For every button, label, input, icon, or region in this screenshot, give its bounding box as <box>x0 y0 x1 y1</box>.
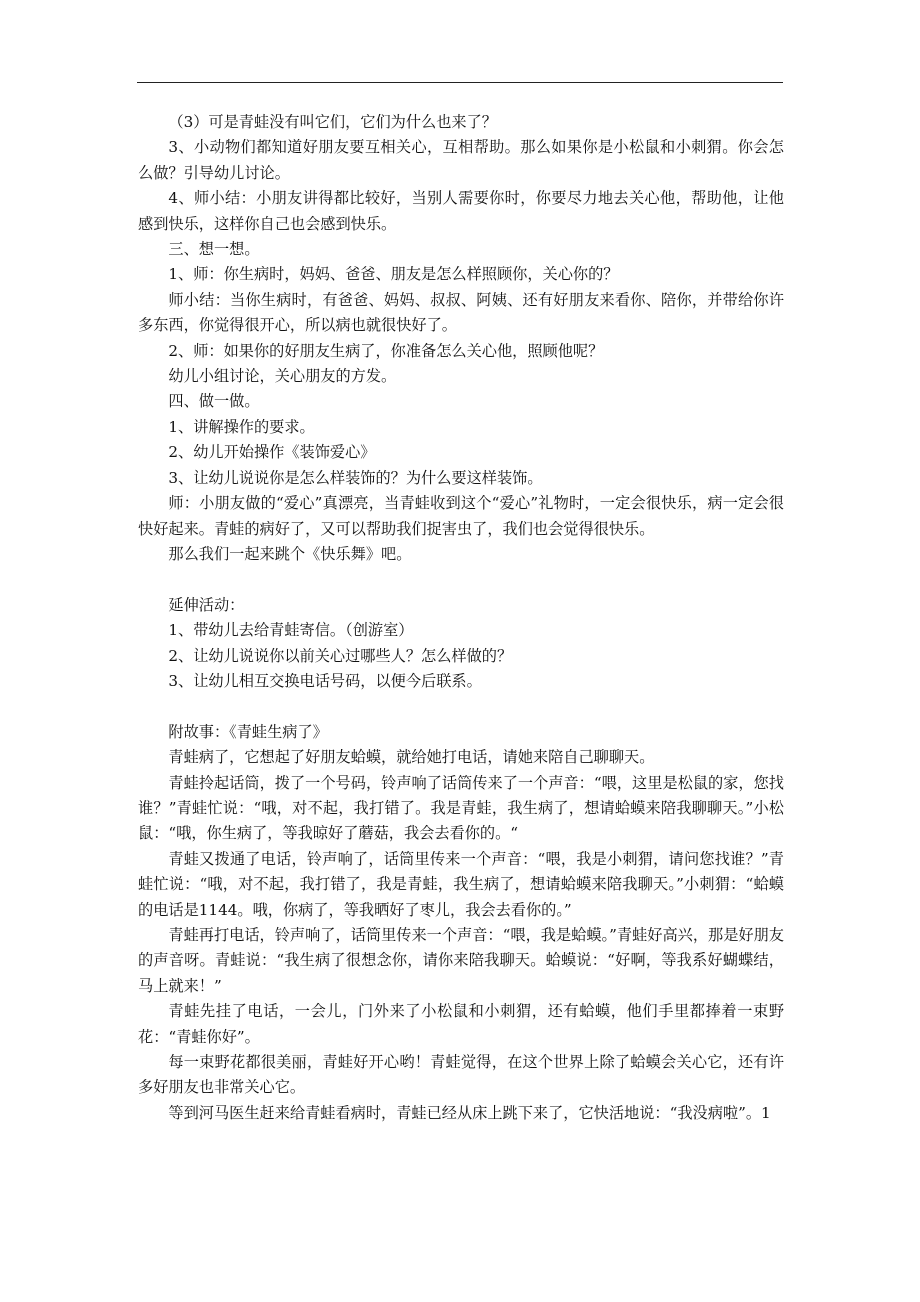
paragraph: 2、让幼儿说说你以前关心过哪些人？怎么样做的？ <box>168 646 513 665</box>
paragraph: （3）可是青蛙没有叫它们，它们为什么也来了？ <box>168 113 497 131</box>
paragraph: 1、带幼儿去给青蛙寄信。（创游室） <box>168 621 414 640</box>
paragraph: 4、师小结：小朋友讲得都比较好，当别人需要你时，你要尽力地去关心他，帮助他，让他感到快乐，这样你自己也会感到快乐。 <box>138 189 784 233</box>
paragraph: 那么我们一起来跳个《快乐舞》吧。 <box>168 544 412 563</box>
paragraph: 幼儿小组讨论，关心朋友的方发。 <box>168 367 397 386</box>
paragraph: 青蛙病了，它想起了好朋友蛤蟆，就给她打电话，请她来陪自己聊聊天。 <box>168 748 655 767</box>
section-heading: 三、想一想。 <box>168 240 260 259</box>
paragraph: 2、幼儿开始操作《装饰爱心》 <box>168 443 376 462</box>
paragraph: 青蛙再打电话，铃声响了，话筒里传来一个声音：“喂，我是蛤蟆。”青蛙好高兴，那是好朋友的声音呀。青蛙说：“我生病了很想念你，请你来陪我聊天。蛤蟆说：“好啊，等我系好蝴蝶结，马上就来！” <box>138 925 784 995</box>
section-heading: 四、做一做。 <box>168 392 260 411</box>
paragraph: 师小结：当你生病时，有爸爸、妈妈、叔叔、阿姨、还有好朋友来看你、陪你，并带给你许多东西，你觉得很开心，所以病也就很快好了。 <box>138 290 784 335</box>
paragraph: 1、师：你生病时，妈妈、爸爸、朋友是怎么样照顾你，关心你的？ <box>168 265 619 284</box>
paragraph: 2、师：如果你的好朋友生病了，你准备怎么关心他，照顾他呢？ <box>168 341 604 360</box>
document-body <box>138 110 784 1126</box>
section-heading: 延伸活动： <box>168 595 245 614</box>
paragraph: 3、让幼儿说说你是怎么样装饰的？为什么要这样装饰。 <box>168 468 543 487</box>
story-title: 附故事：《青蛙生病了》 <box>168 722 328 741</box>
paragraph: 青蛙又拨通了电话，铃声响了，话筒里传来一个声音：“喂，我是小刺猬，请问您找谁？”青蛙忙说：“哦，对不起，我打错了，我是青蛙，我生病了，想请蛤蟆来陪我聊天。”小刺猬：“蛤蟆的电话是1144。哦，你病了，等我晒好了枣儿，我会去看你的。” <box>138 849 784 919</box>
spacer <box>138 567 784 592</box>
paragraph: 等到河马医生赶来给青蛙看病时，青蛙已经从床上跳下来了，它快活地说：“我没病啦”。1 <box>168 1103 771 1122</box>
paragraph: 每一束野花都很美丽，青蛙好开心哟！青蛙觉得，在这个世界上除了蛤蟆会关心它，还有许多好朋友也非常关心它。 <box>138 1053 784 1097</box>
paragraph: 师：小朋友做的“爱心”真漂亮，当青蛙收到这个“爱心”礼物时，一定会很快乐，病一定会很快好起来。青蛙的病好了，又可以帮助我们捉害虫了，我们也会觉得很快乐。 <box>138 494 784 538</box>
paragraph: 3、小动物们都知道好朋友要互相关心，互相帮助。那么如果你是小松鼠和小刺猬。你会怎么做？引导幼儿讨论。 <box>138 138 784 182</box>
paragraph: 3、让幼儿相互交换电话号码，以便今后联系。 <box>168 671 482 690</box>
spacer <box>138 694 784 719</box>
paragraph: 青蛙先挂了电话，一会儿，门外来了小松鼠和小刺猬，还有蛤蟆，他们手里都捧着一束野花：“青蛙你好”。 <box>138 1002 784 1046</box>
paragraph: 青蛙拎起话筒，拨了一个号码，铃声响了话筒传来了一个声音：“喂，这里是松鼠的家，您找谁？”青蛙忙说：“哦，对不起，我打错了。我是青蛙，我生病了，想请蛤蟆来陪我聊聊天。”小松鼠：“哦，你生病了，等我晾好了蘑菇，我会去看你的。“ <box>138 773 784 843</box>
paragraph: 1、讲解操作的要求。 <box>168 417 315 436</box>
header-rule <box>137 82 783 83</box>
